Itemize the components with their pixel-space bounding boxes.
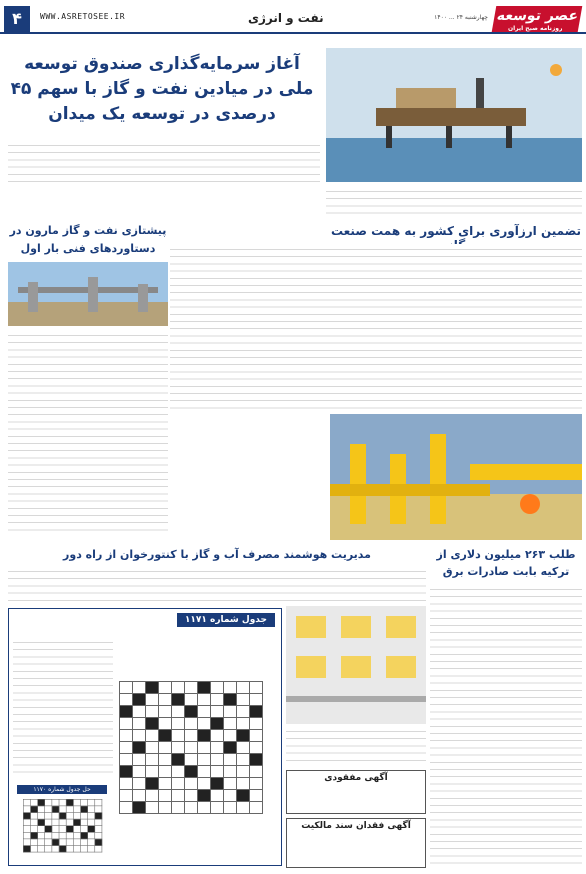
headline-main: آغاز سرمایه‌گذاری صندوق توسعه ملی در میادین نفت و گاز با سهم ۴۵ درصدی در توسعه یک میدان [10, 54, 314, 124]
notice-deed-title: آگهی فقدان سند مالکیت [301, 821, 411, 831]
crossword-solution-grid [23, 799, 102, 852]
article-5-body [8, 566, 426, 606]
facility-image [8, 262, 168, 326]
oil-platform-image [326, 48, 582, 182]
article-1-body [8, 140, 320, 186]
crossword-grid[interactable] [119, 681, 263, 814]
article-2-body [170, 244, 582, 414]
notice-lost [286, 770, 426, 814]
page-number: ۴ [4, 6, 30, 32]
gas-pipeline-photo [330, 414, 582, 540]
article-3-body [8, 330, 168, 536]
crossword-title: جدول شماره ۱۱۷۱ [177, 613, 275, 627]
notice-deed [286, 818, 426, 868]
headline-maroon: پیشتازی نفت و گاز مارون در دستاوردهای فنی بار اول [9, 224, 167, 255]
article-4-body [430, 584, 582, 866]
oil-platform-photo [326, 48, 582, 182]
headline-smart-meter: مدیریت هوشمند مصرف آب و گاز با کنتورخوان از راه دور [63, 548, 371, 561]
headline-turkey: طلب ۲۶۳ میلیون دلاری از ترکیه بابت صادرات برق [436, 548, 576, 578]
page-header [0, 6, 586, 34]
issue-date: چهارشنبه ۲۴ ... ۱۴۰۰ [434, 14, 488, 21]
article-5-body-2 [286, 726, 426, 766]
newspaper-logo: عصر توسعه روزنامه صبح ایران [492, 6, 583, 32]
crossword-box [8, 608, 282, 866]
headline-currency: تضمین ارزآوری برای کشور به همت صنعت [330, 224, 582, 238]
site-url[interactable]: WWW.ASRETOSEE.IR [40, 12, 126, 21]
gas-meters-photo [286, 606, 426, 724]
notice-lost-title: آگهی مفقودی [324, 773, 388, 783]
maroon-facility-photo [8, 262, 168, 326]
meters-image [286, 606, 426, 724]
gas-pipes-image [330, 414, 582, 540]
article-1-body-2 [326, 186, 582, 218]
crossword-solution-title: حل جدول شماره ۱۱۷۰ [17, 785, 107, 794]
section-title: نفت و انرژی [248, 11, 324, 25]
crossword-clues [13, 637, 113, 777]
